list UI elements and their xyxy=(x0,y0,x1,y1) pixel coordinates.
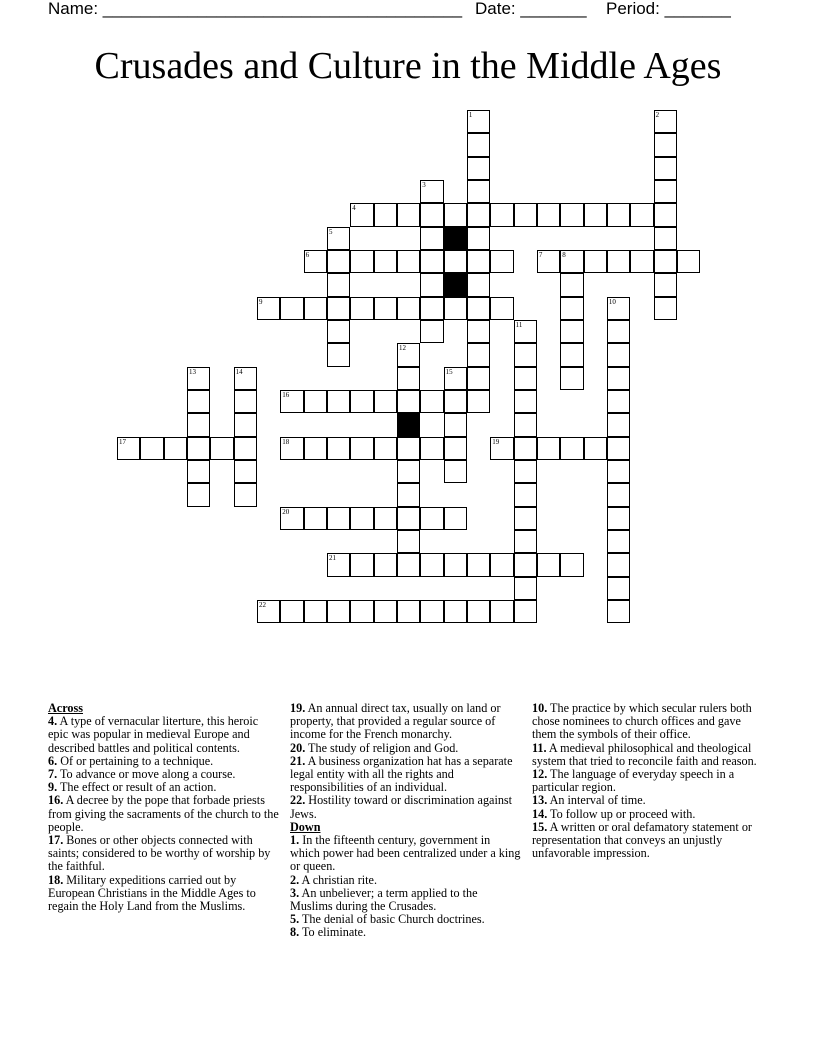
clue-number-label: 9. xyxy=(48,780,58,795)
clue-text: Bones or other objects connected with saints; considered to be worthy of worship by the faithful. xyxy=(48,833,271,874)
clue-number: 8 xyxy=(562,251,566,259)
clue-down-15 xyxy=(532,821,768,861)
grid-cell[interactable] xyxy=(420,553,443,576)
clue-number-label: 6. xyxy=(48,753,58,768)
clue-text: An interval of time. xyxy=(547,793,646,808)
grid-cell[interactable] xyxy=(514,390,537,413)
grid-cell[interactable] xyxy=(374,600,397,623)
grid-cell[interactable] xyxy=(677,250,700,273)
clue-down-10 xyxy=(532,702,768,742)
clue-number-label: 10. xyxy=(532,701,548,715)
grid-cell[interactable] xyxy=(164,437,187,460)
grid-cell[interactable] xyxy=(537,203,560,226)
grid-cell[interactable] xyxy=(654,203,677,226)
grid-cell[interactable] xyxy=(327,320,350,343)
clues-column-3 xyxy=(532,702,768,860)
grid-cell[interactable] xyxy=(350,507,373,530)
grid-cell[interactable] xyxy=(607,530,630,553)
grid-cell[interactable] xyxy=(397,437,420,460)
grid-cell[interactable] xyxy=(397,530,420,553)
grid-cell[interactable] xyxy=(327,507,350,530)
grid-cell[interactable] xyxy=(374,553,397,576)
grid-cell[interactable] xyxy=(444,203,467,226)
grid-cell[interactable] xyxy=(397,483,420,506)
grid-cell[interactable] xyxy=(234,390,257,413)
grid-cell[interactable] xyxy=(327,297,350,320)
date-field[interactable]: Date: _______ xyxy=(475,0,587,18)
grid-cell[interactable] xyxy=(420,180,443,203)
grid-cell[interactable] xyxy=(397,203,420,226)
grid-cell[interactable] xyxy=(397,600,420,623)
grid-cell[interactable] xyxy=(444,437,467,460)
grid-cell[interactable] xyxy=(280,507,303,530)
grid-cell[interactable] xyxy=(514,553,537,576)
grid-cell[interactable] xyxy=(234,437,257,460)
grid-cell[interactable] xyxy=(467,203,490,226)
clue-text: To follow up or proceed with. xyxy=(547,806,696,821)
clue-down-12 xyxy=(532,768,768,794)
clue-number: 13 xyxy=(189,367,196,376)
grid-cell[interactable] xyxy=(397,390,420,413)
grid-cell[interactable] xyxy=(420,250,443,273)
grid-cell[interactable] xyxy=(397,250,420,273)
clue-across-17 xyxy=(48,834,280,874)
clue-across-4 xyxy=(48,715,280,755)
grid-cell[interactable] xyxy=(444,297,467,320)
grid-cell[interactable] xyxy=(304,390,327,413)
clue-number: 7 xyxy=(538,251,543,259)
grid-cell[interactable] xyxy=(280,600,303,623)
down-heading: Down xyxy=(290,819,321,834)
grid-cell[interactable] xyxy=(304,507,327,530)
clue-number-label: 12. xyxy=(532,767,548,782)
grid-cell[interactable] xyxy=(327,227,350,250)
grid-cell[interactable] xyxy=(327,553,350,576)
grid-cell[interactable] xyxy=(420,437,443,460)
grid-cell[interactable] xyxy=(490,297,513,320)
clue-text: The language of everyday speech in a particular region. xyxy=(532,767,735,795)
grid-cell[interactable] xyxy=(607,600,630,623)
clue-number-label: 16. xyxy=(48,793,64,808)
grid-cell[interactable] xyxy=(607,413,630,436)
clue-across-19 xyxy=(290,702,522,742)
grid-cell[interactable] xyxy=(654,110,677,133)
clue-text: A decree by the pope that forbade priests from giving the sacraments of the church to the people. xyxy=(48,793,279,834)
grid-cell[interactable] xyxy=(444,390,467,413)
clue-number-label: 7. xyxy=(48,767,58,782)
grid-cell[interactable] xyxy=(607,320,630,343)
clue-number-label: 3. xyxy=(290,885,300,900)
grid-cell[interactable] xyxy=(607,553,630,576)
grid-cell[interactable] xyxy=(560,553,583,576)
clue-text: Of or pertaining to a technique. xyxy=(57,753,214,768)
grid-cell[interactable] xyxy=(374,437,397,460)
grid-cell[interactable] xyxy=(514,437,537,460)
grid-cell[interactable] xyxy=(467,390,490,413)
grid-cell[interactable] xyxy=(257,600,280,623)
grid-cell[interactable] xyxy=(560,297,583,320)
grid-cell[interactable] xyxy=(584,203,607,226)
grid-cell[interactable] xyxy=(350,203,373,226)
page-title: Crusades and Culture in the Middle Ages xyxy=(94,45,722,87)
clue-down-1 xyxy=(290,834,522,874)
grid-cell[interactable] xyxy=(397,460,420,483)
clue-text: A christian rite. xyxy=(299,872,377,887)
clue-number-label: 2. xyxy=(290,872,300,887)
grid-cell[interactable] xyxy=(397,367,420,390)
clue-text: The denial of basic Church doctrines. xyxy=(299,912,485,927)
grid-cell[interactable] xyxy=(397,553,420,576)
clue-across-21 xyxy=(290,755,522,795)
grid-cell[interactable] xyxy=(327,343,350,366)
clue-number-label: 21. xyxy=(290,753,306,768)
grid-cell[interactable] xyxy=(560,343,583,366)
grid-cell[interactable] xyxy=(187,437,210,460)
grid-cell[interactable] xyxy=(140,437,163,460)
clue-number: 19 xyxy=(492,437,500,446)
clue-number: 2 xyxy=(655,111,660,119)
grid-cell[interactable] xyxy=(467,273,490,296)
clues-column-1 xyxy=(48,702,280,913)
grid-cell[interactable] xyxy=(187,483,210,506)
clue-text: To eliminate. xyxy=(299,925,367,940)
clue-number-label: 20. xyxy=(290,740,306,755)
clue-number: 6 xyxy=(305,251,310,259)
grid-cell[interactable] xyxy=(374,507,397,530)
grid-cell[interactable] xyxy=(257,297,280,320)
clue-number: 20 xyxy=(282,507,290,516)
grid-cell[interactable] xyxy=(560,203,583,226)
grid-cell[interactable] xyxy=(654,297,677,320)
grid-cell[interactable] xyxy=(304,297,327,320)
grid-cell[interactable] xyxy=(514,343,537,366)
name-field[interactable]: Name: ______________________________________ xyxy=(48,0,463,18)
grid-cell[interactable] xyxy=(234,367,257,390)
clue-number-label: 14. xyxy=(532,806,548,821)
grid-cell[interactable] xyxy=(607,483,630,506)
grid-cell[interactable] xyxy=(327,250,350,273)
grid-cell[interactable] xyxy=(420,390,443,413)
grid-cell[interactable] xyxy=(514,203,537,226)
grid-cell[interactable] xyxy=(467,227,490,250)
grid-cell[interactable] xyxy=(560,250,583,273)
grid-cell[interactable] xyxy=(420,600,443,623)
clue-text: An annual direct tax, usually on land or property, that provided a regular source of income for the French monarchy. xyxy=(290,701,501,742)
clue-number: 17 xyxy=(119,437,126,446)
black-square xyxy=(397,413,420,436)
grid-cell[interactable] xyxy=(210,437,233,460)
grid-cell[interactable] xyxy=(584,437,607,460)
grid-cell[interactable] xyxy=(654,157,677,180)
grid-cell[interactable] xyxy=(420,227,443,250)
grid-cell[interactable] xyxy=(187,390,210,413)
grid-cell[interactable] xyxy=(374,250,397,273)
grid-cell[interactable] xyxy=(560,320,583,343)
grid-cell[interactable] xyxy=(327,390,350,413)
clue-text: The effect or result of an action. xyxy=(57,780,217,795)
grid-cell[interactable] xyxy=(514,413,537,436)
grid-cell[interactable] xyxy=(514,507,537,530)
grid-cell[interactable] xyxy=(560,367,583,390)
clue-number-label: 11. xyxy=(532,740,547,755)
grid-cell[interactable] xyxy=(420,203,443,226)
clue-number: 4 xyxy=(352,204,356,213)
grid-cell[interactable] xyxy=(304,250,327,273)
grid-cell[interactable] xyxy=(280,437,303,460)
black-square xyxy=(444,273,467,296)
grid-cell[interactable] xyxy=(607,367,630,390)
grid-cell[interactable] xyxy=(630,250,653,273)
clue-number-label: 17. xyxy=(48,833,64,848)
grid-cell[interactable] xyxy=(397,507,420,530)
clue-number-label: 8. xyxy=(290,925,300,940)
grid-cell[interactable] xyxy=(607,577,630,600)
clue-across-18 xyxy=(48,874,280,914)
clue-number-label: 18. xyxy=(48,872,64,887)
grid-cell[interactable] xyxy=(467,297,490,320)
grid-cell[interactable] xyxy=(444,367,467,390)
clue-text: In the fifteenth century, government in which power had been centralized under a king or queen. xyxy=(290,833,521,874)
grid-cell[interactable] xyxy=(654,180,677,203)
grid-cell[interactable] xyxy=(374,203,397,226)
clue-down-8 xyxy=(290,926,522,939)
clue-number: 21 xyxy=(329,554,336,563)
grid-cell[interactable] xyxy=(467,157,490,180)
clue-text: A medieval philosophical and theological system that tried to reconcile faith and reason. xyxy=(532,740,757,768)
black-square xyxy=(444,227,467,250)
grid-cell[interactable] xyxy=(327,273,350,296)
grid-cell[interactable] xyxy=(374,390,397,413)
clue-text: A business organization hat has a separate legal entity with all the rights and responsibilities of an individual. xyxy=(290,753,513,795)
grid-cell[interactable] xyxy=(280,390,303,413)
grid-cell[interactable] xyxy=(327,600,350,623)
grid-cell[interactable] xyxy=(420,320,443,343)
clue-text: Military expeditions carried out by European Christians in the Middle Ages to regain the Holy Land from the Muslims. xyxy=(48,872,256,914)
grid-cell[interactable] xyxy=(234,413,257,436)
grid-cell[interactable] xyxy=(444,413,467,436)
grid-cell[interactable] xyxy=(350,297,373,320)
grid-cell[interactable] xyxy=(467,600,490,623)
grid-cell[interactable] xyxy=(514,577,537,600)
clue-text: The practice by which secular rulers both chose nominees to church offices and gave them the symbols of their office. xyxy=(532,701,752,742)
grid-cell[interactable] xyxy=(467,320,490,343)
grid-cell[interactable] xyxy=(117,437,140,460)
grid-cell[interactable] xyxy=(490,600,513,623)
clue-number-label: 13. xyxy=(532,793,548,808)
grid-cell[interactable] xyxy=(397,343,420,366)
grid-cell[interactable] xyxy=(514,320,537,343)
clue-number: 12 xyxy=(399,344,406,353)
clue-text: A written or oral defamatory statement or representation that conveys an unjustly unfavorable impression. xyxy=(532,819,752,861)
grid-cell[interactable] xyxy=(467,180,490,203)
grid-cell[interactable] xyxy=(514,530,537,553)
clue-number-label: 4. xyxy=(48,714,58,729)
grid-cell[interactable] xyxy=(654,227,677,250)
clue-number: 22 xyxy=(259,600,266,609)
grid-cell[interactable] xyxy=(514,367,537,390)
grid-cell[interactable] xyxy=(560,437,583,460)
grid-cell[interactable] xyxy=(467,133,490,156)
grid-cell[interactable] xyxy=(444,250,467,273)
grid-cell[interactable] xyxy=(280,297,303,320)
clue-number: 9 xyxy=(259,297,263,306)
clue-number: 11 xyxy=(515,321,523,329)
grid-cell[interactable] xyxy=(654,250,677,273)
clue-number: 5 xyxy=(329,227,333,236)
grid-cell[interactable] xyxy=(514,483,537,506)
grid-cell[interactable] xyxy=(420,507,443,530)
grid-cell[interactable] xyxy=(304,437,327,460)
grid-cell[interactable] xyxy=(234,460,257,483)
clue-down-11 xyxy=(532,742,768,768)
grid-cell[interactable] xyxy=(420,273,443,296)
clue-number: 18 xyxy=(282,437,290,446)
clue-text: Hostility toward or discrimination against Jews. xyxy=(290,793,513,821)
grid-cell[interactable] xyxy=(584,250,607,273)
clues-column-2 xyxy=(290,702,522,940)
clue-across-22 xyxy=(290,794,522,820)
clue-number: 1 xyxy=(468,111,473,119)
grid-cell[interactable] xyxy=(654,273,677,296)
grid-cell[interactable] xyxy=(467,553,490,576)
grid-cell[interactable] xyxy=(514,600,537,623)
clue-down-3 xyxy=(290,887,522,913)
grid-cell[interactable] xyxy=(467,250,490,273)
grid-cell[interactable] xyxy=(607,203,630,226)
grid-cell[interactable] xyxy=(607,250,630,273)
clue-number-label: 22. xyxy=(290,793,306,808)
grid-cell[interactable] xyxy=(467,110,490,133)
grid-cell[interactable] xyxy=(607,390,630,413)
clue-number-label: 19. xyxy=(290,701,306,715)
grid-cell[interactable] xyxy=(537,437,560,460)
grid-cell[interactable] xyxy=(514,460,537,483)
grid-cell[interactable] xyxy=(187,367,210,390)
grid-cell[interactable] xyxy=(654,133,677,156)
clue-number-label: 15. xyxy=(532,819,548,834)
grid-cell[interactable] xyxy=(234,483,257,506)
clue-number-label: 5. xyxy=(290,912,300,927)
clue-number: 14 xyxy=(235,367,243,376)
grid-cell[interactable] xyxy=(444,460,467,483)
grid-cell[interactable] xyxy=(630,203,653,226)
grid-cell[interactable] xyxy=(607,460,630,483)
across-heading: Across xyxy=(48,701,83,715)
grid-cell[interactable] xyxy=(560,273,583,296)
clue-text: The study of religion and God. xyxy=(305,740,459,755)
grid-cell[interactable] xyxy=(187,460,210,483)
grid-cell[interactable] xyxy=(607,437,630,460)
grid-cell[interactable] xyxy=(467,367,490,390)
clue-text: A type of vernacular literture, this heroic epic was popular in medieval Europe and described battles and political contents. xyxy=(48,714,259,755)
grid-cell[interactable] xyxy=(607,343,630,366)
clue-number: 15 xyxy=(445,367,453,376)
grid-cell[interactable] xyxy=(490,250,513,273)
grid-cell[interactable] xyxy=(607,507,630,530)
grid-cell[interactable] xyxy=(490,437,513,460)
grid-cell[interactable] xyxy=(350,437,373,460)
grid-cell[interactable] xyxy=(350,553,373,576)
clue-across-16 xyxy=(48,794,280,834)
period-field[interactable]: Period: _______ xyxy=(606,0,731,18)
grid-cell[interactable] xyxy=(537,250,560,273)
clue-number: 3 xyxy=(422,181,426,189)
grid-cell[interactable] xyxy=(397,297,420,320)
grid-cell[interactable] xyxy=(350,600,373,623)
grid-cell[interactable] xyxy=(444,507,467,530)
grid-cell[interactable] xyxy=(444,553,467,576)
grid-cell[interactable] xyxy=(304,600,327,623)
grid-cell[interactable] xyxy=(467,343,490,366)
grid-cell[interactable] xyxy=(490,203,513,226)
grid-cell[interactable] xyxy=(350,390,373,413)
clue-number: 16 xyxy=(282,391,290,399)
grid-cell[interactable] xyxy=(444,600,467,623)
grid-cell[interactable] xyxy=(490,553,513,576)
clue-text: To advance or move along a course. xyxy=(57,767,236,782)
grid-cell[interactable] xyxy=(537,553,560,576)
clue-text: An unbeliever; a term applied to the Muslims during the Crusades. xyxy=(290,885,478,914)
clue-number-label: 1. xyxy=(290,833,300,848)
grid-cell[interactable] xyxy=(607,297,630,320)
grid-cell[interactable] xyxy=(420,297,443,320)
grid-cell[interactable] xyxy=(187,413,210,436)
clue-number: 10 xyxy=(608,297,616,306)
grid-cell[interactable] xyxy=(350,250,373,273)
grid-cell[interactable] xyxy=(374,297,397,320)
grid-cell[interactable] xyxy=(327,437,350,460)
